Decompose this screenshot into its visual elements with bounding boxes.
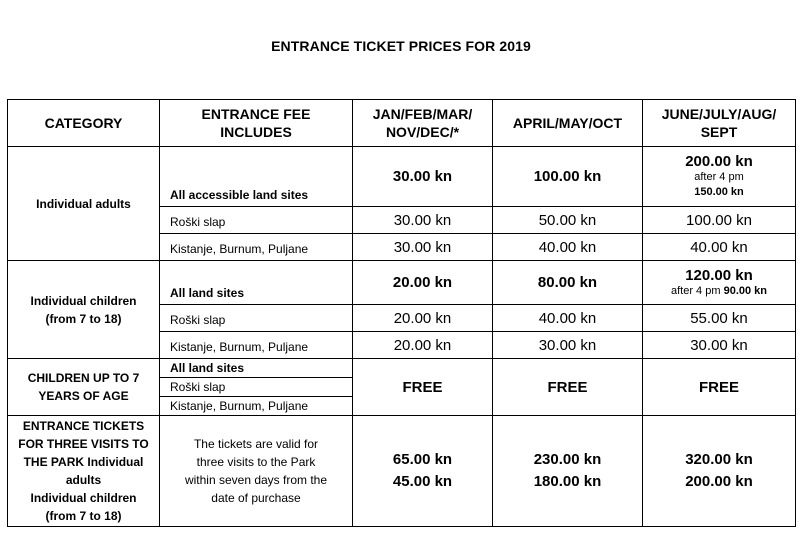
price-cell <box>353 416 493 527</box>
category-small-children <box>8 359 160 416</box>
site-cell: Kistanje, Burnum, Puljane <box>160 234 353 261</box>
price-cell: FREE <box>353 359 493 416</box>
price-cell: 100.00 kn <box>643 207 796 234</box>
table-row <box>8 416 796 527</box>
price-cell: 80.00 kn <box>493 261 643 305</box>
price-cell: 50.00 kn <box>493 207 643 234</box>
table-row <box>8 359 796 378</box>
price-cell: 55.00 kn <box>643 305 796 332</box>
price-cell: 30.00 kn <box>353 147 493 207</box>
header-season-3-line2: SEPT <box>700 124 738 140</box>
price-cell: FREE <box>493 359 643 416</box>
validity-note <box>160 416 353 527</box>
header-season-1 <box>353 100 493 147</box>
category-children-line1: Individual children <box>30 293 137 308</box>
site-cell: Roški slap <box>160 378 353 397</box>
header-season-3 <box>643 100 796 147</box>
price-main: 200.00 kn <box>685 153 753 170</box>
after-4pm-label: after 4 pm <box>694 171 744 183</box>
header-includes-line1: ENTRANCE FEE <box>201 106 311 122</box>
category-small-children-line2: YEARS OF AGE <box>38 389 129 403</box>
validity-line: within seven days from the <box>184 473 328 487</box>
site-cell: All land sites <box>160 359 353 378</box>
category-three-visits-line: FOR THREE VISITS TO <box>18 437 149 451</box>
validity-line: date of purchase <box>211 491 301 505</box>
page-title: ENTRANCE TICKET PRICES FOR 2019 <box>271 38 531 54</box>
category-children-line2: (from 7 to 18) <box>45 311 122 326</box>
price-children: 45.00 kn <box>392 473 453 490</box>
site-cell: Roški slap <box>160 305 353 332</box>
category-small-children-line1: CHILDREN UP TO 7 <box>27 371 140 385</box>
price-cell: 30.00 kn <box>353 207 493 234</box>
price-cell: 20.00 kn <box>353 261 493 305</box>
price-cell: FREE <box>643 359 796 416</box>
price-adults: 230.00 kn <box>533 451 602 468</box>
header-row <box>8 100 796 147</box>
category-children <box>8 261 160 359</box>
price-cell <box>643 147 796 207</box>
validity-line: The tickets are valid for <box>193 437 319 451</box>
category-three-visits-line: adults <box>65 473 102 487</box>
after-4pm-line <box>645 284 793 299</box>
table-row <box>8 147 796 207</box>
header-season-2: APRIL/MAY/OCT <box>493 100 643 147</box>
price-cell: 30.00 kn <box>493 332 643 359</box>
price-adults: 320.00 kn <box>685 451 753 468</box>
table-row <box>8 261 796 305</box>
price-children: 200.00 kn <box>685 473 753 490</box>
category-adults: Individual adults <box>8 147 160 261</box>
price-cell: 30.00 kn <box>353 234 493 261</box>
category-three-visits <box>8 416 160 527</box>
category-three-visits-line: (from 7 to 18) <box>45 509 122 523</box>
site-cell: Kistanje, Burnum, Puljane <box>160 332 353 359</box>
price-main: 120.00 kn <box>685 266 753 284</box>
site-cell: All accessible land sites <box>160 147 353 207</box>
category-three-visits-line: ENTRANCE TICKETS <box>22 419 145 433</box>
price-table <box>7 99 796 527</box>
header-season-3-line1: JUNE/JULY/AUG/ <box>661 106 777 122</box>
price-cell: 40.00 kn <box>643 234 796 261</box>
header-category: CATEGORY <box>8 100 160 147</box>
site-cell: Kistanje, Burnum, Puljane <box>160 397 353 416</box>
validity-line: three visits to the Park <box>196 455 316 469</box>
after-4pm-price: 90.00 kn <box>723 284 767 297</box>
price-cell: 100.00 kn <box>493 147 643 207</box>
after-4pm-label: after 4 pm <box>670 284 721 297</box>
price-children: 180.00 kn <box>533 473 602 490</box>
price-cell: 40.00 kn <box>493 305 643 332</box>
price-cell <box>643 261 796 305</box>
site-cell: All land sites <box>160 261 353 305</box>
price-adults: 65.00 kn <box>392 451 453 468</box>
price-cell: 20.00 kn <box>353 305 493 332</box>
price-cell: 30.00 kn <box>643 332 796 359</box>
price-cell: 20.00 kn <box>353 332 493 359</box>
category-three-visits-line: THE PARK Individual <box>23 455 144 469</box>
category-three-visits-line: Individual children <box>30 491 137 505</box>
price-cell <box>643 416 796 527</box>
price-cell <box>493 416 643 527</box>
site-cell: Roški slap <box>160 207 353 234</box>
price-cell: 40.00 kn <box>493 234 643 261</box>
header-season-1-line1: JAN/FEB/MAR/ <box>372 106 473 122</box>
header-season-1-line2: NOV/DEC/* <box>385 124 460 140</box>
header-includes <box>160 100 353 147</box>
after-4pm-price: 150.00 kn <box>694 186 744 198</box>
header-includes-line2: INCLUDES <box>220 124 292 140</box>
